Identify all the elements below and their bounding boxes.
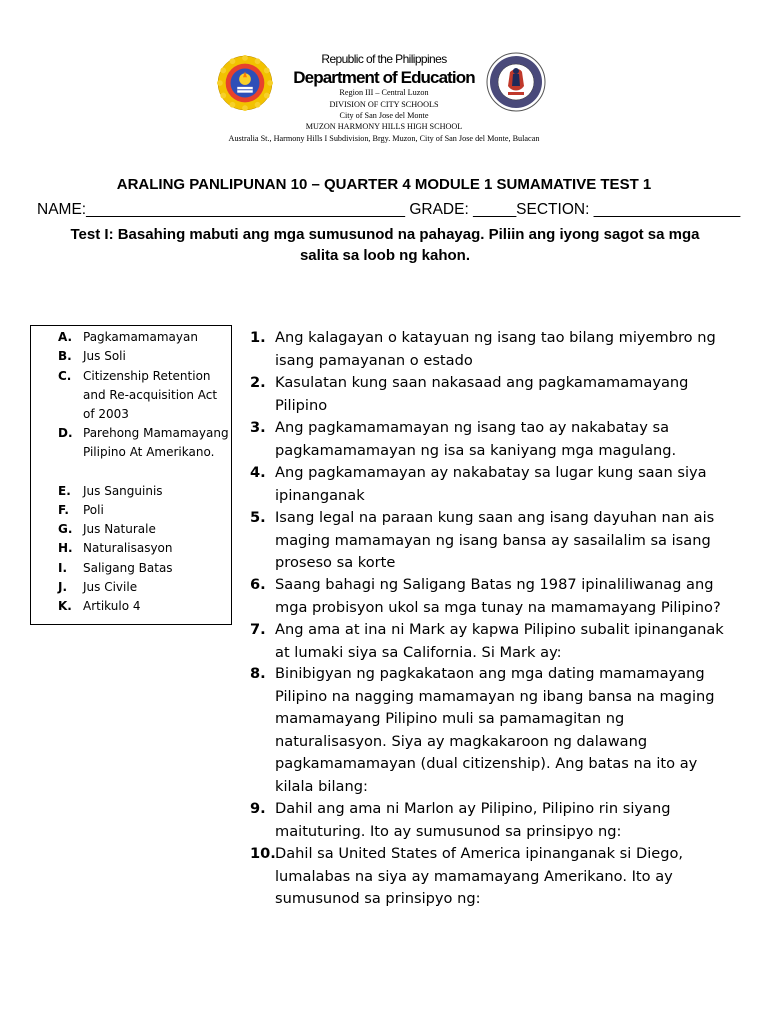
choice-letter: J. xyxy=(58,580,68,594)
question-number: 3. xyxy=(250,419,266,436)
choice-letter: F. xyxy=(58,503,69,517)
header-school: MUZON HARMONY HILLS HIGH SCHOOL xyxy=(305,122,463,131)
choice-text: Parehong Mamamayang Pilipino At Amerikano. xyxy=(83,426,229,459)
choice-text: Saligang Batas xyxy=(83,561,173,575)
choice-text: Pagkamamamayan xyxy=(83,330,198,344)
choice-letter: H. xyxy=(58,541,73,555)
test-title: ARALING PANLIPUNAN 10 – QUARTER 4 MODULE 1 SUMAMATIVE TEST 1 xyxy=(116,176,652,193)
choice-letter: G. xyxy=(58,522,73,536)
choice-text: Jus Naturale xyxy=(83,522,156,536)
question-text: Binibigyan ng pagkakataon ang mga dating mamamayang Pilipino na nagging mamamayan ng ibang bansa na maging mamamayang Pilipino muli sa pamamagitan ng naturalisasyon. Siya ay magkakaroon ng dalawang pagkamamamayan (dual citizenship). Ang batas na ito ay kilala bilang: xyxy=(275,665,715,795)
question-text: Ang pagkamamamayan ng isang tao ay nakabatay sa pagkamamamayan ng isa sa kaniyang mga magulang. xyxy=(275,419,677,459)
choice-letter: B. xyxy=(58,349,72,363)
choice-text: Jus Soli xyxy=(83,349,126,363)
choice-text: Jus Sanguinis xyxy=(83,484,163,498)
choice-text: Poli xyxy=(83,503,104,517)
question-number: 9. xyxy=(250,800,266,817)
header-city: City of San Jose del Monte xyxy=(339,111,429,120)
question-text: Ang pagkamamayan ay nakabatay sa lugar kung saan siya ipinanganak xyxy=(275,464,707,504)
question-text: Ang kalagayan o katayuan ng isang tao bilang miyembro ng isang pamayanan o estado xyxy=(275,329,716,369)
question-number: 7. xyxy=(250,621,266,638)
question-number: 2. xyxy=(250,374,266,391)
question-number: 1. xyxy=(250,329,266,346)
choice-text: Citizenship Retention and Re-acquisition Act of 2003 xyxy=(83,369,218,421)
choice-text: Naturalisasyon xyxy=(83,541,173,555)
header-region: Region III – Central Luzon xyxy=(339,88,429,97)
choice-text: Artikulo 4 xyxy=(83,599,141,613)
question-text: Isang legal na paraan kung saan ang isang dayuhan nan ais maging mamamayan ng isang bansa ay sasailalim sa isang proseso sa korte xyxy=(275,509,715,571)
question-text: Ang ama at ina ni Mark ay kapwa Pilipino subalit ipinanganak at lumaki siya sa California. Si Mark ay: xyxy=(275,621,724,661)
question-number: 6. xyxy=(250,576,266,593)
choice-letter: K. xyxy=(58,599,72,613)
header-department: Department of Education xyxy=(293,68,475,87)
question-text: Kasulatan kung saan nakasaad ang pagkamamamayang Pilipino xyxy=(275,374,689,414)
choice-text: Jus Civile xyxy=(83,580,138,594)
choice-letter: C. xyxy=(58,369,72,383)
choice-letter: D. xyxy=(58,426,73,440)
header-address: Australia St., Harmony Hills I Subdivision, Brgy. Muzon, City of San Jose del Monte, Bulacan xyxy=(228,134,540,143)
question-number: 4. xyxy=(250,464,266,481)
question-number: 8. xyxy=(250,665,266,682)
choices-box xyxy=(30,325,232,625)
question-text: Dahil ang ama ni Marlon ay Pilipino, Pilipino rin siyang maituturing. Ito ay sumusunod sa prinsipyo ng: xyxy=(275,800,671,840)
question-text: Dahil sa United States of America ipinanganak si Diego, lumalabas na siya ay mamamayang Amerikano. Ito ay sumusunod sa prinsipyo ng: xyxy=(275,845,684,907)
student-info-line: NAME:_____________________________________ GRADE: _____SECTION: _________________ xyxy=(37,201,741,218)
question-number: 10. xyxy=(250,845,276,862)
question-number: 5. xyxy=(250,509,266,526)
choice-letter: E. xyxy=(58,484,71,498)
test-instructions: Test I: Basahing mabuti ang mga sumusunod na pahayag. Piliin ang iyong sagot sa mga salita sa loob ng kahon. xyxy=(70,226,700,264)
header-division: DIVISION OF CITY SCHOOLS xyxy=(329,100,439,109)
question-text: Saang bahagi ng Saligang Batas ng 1987 ipinaliliwanag ang mga probisyon ukol sa mga tunay na mamamayang Pilipino? xyxy=(275,576,721,616)
choice-letter: A. xyxy=(58,330,73,344)
header-republic: Republic of the Philippines xyxy=(321,52,447,66)
choice-letter: I. xyxy=(58,561,68,575)
